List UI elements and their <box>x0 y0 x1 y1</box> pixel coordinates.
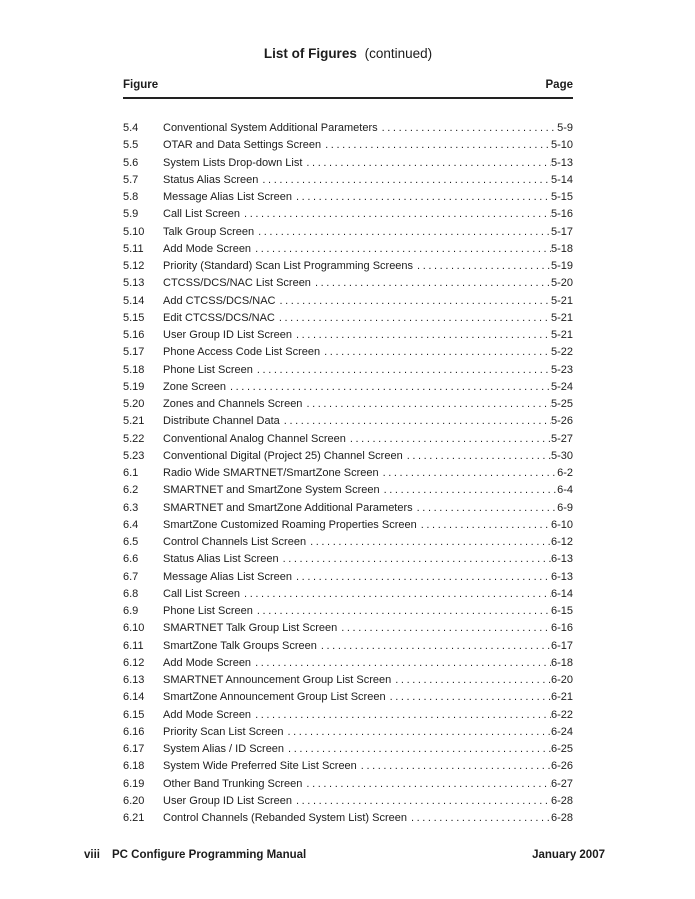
figure-number: 5.22 <box>123 432 145 445</box>
figure-number: 6.11 <box>123 639 144 652</box>
dot-leader <box>240 206 551 223</box>
figure-number: 5.19 <box>123 380 145 393</box>
figure-number: 6.6 <box>123 553 139 566</box>
dot-leader <box>279 551 551 568</box>
figure-title: SmartZone Customized Roaming Properties Screen <box>163 518 417 531</box>
page-title-continued: (continued) <box>364 46 433 61</box>
figure-number: 6.19 <box>123 777 145 790</box>
figure-page-number: 6-18 <box>550 656 573 669</box>
figure-page-number: 6-15 <box>550 605 573 617</box>
figure-title: SMARTNET Announcement Group List Screen <box>163 674 392 686</box>
dot-leader <box>321 137 551 154</box>
figure-entry-row <box>123 344 573 361</box>
figure-title: Call List Screen <box>163 208 241 221</box>
figure-title: System Wide Preferred Site List Screen <box>163 760 357 773</box>
figure-title: Add CTCSS/DCS/NAC <box>163 294 276 307</box>
figure-list <box>123 120 573 827</box>
figure-number: 6.1 <box>123 467 139 479</box>
figure-number: 6.8 <box>123 587 139 600</box>
dot-leader <box>407 810 551 827</box>
dot-leader <box>357 758 551 775</box>
dot-leader <box>378 120 557 137</box>
dot-leader <box>240 586 551 603</box>
dot-leader <box>292 569 551 586</box>
figure-page-number: 6-28 <box>550 794 573 807</box>
figure-entry-row <box>123 724 573 741</box>
figure-number: 6.2 <box>123 484 139 497</box>
figure-title: Radio Wide SMARTNET/SmartZone Screen <box>163 467 379 479</box>
figure-entry-row <box>123 810 573 827</box>
figure-page-number: 5-22 <box>550 346 573 359</box>
figure-number: 6.15 <box>123 708 145 721</box>
figure-page-number: 6-17 <box>550 639 573 652</box>
figure-page-number: 6-4 <box>557 484 573 497</box>
figure-number: 5.16 <box>123 329 145 341</box>
dot-leader <box>391 672 551 689</box>
dot-leader <box>254 224 551 241</box>
figure-entry-row <box>123 638 573 655</box>
figure-page-number: 5-26 <box>550 415 573 428</box>
figure-title: Add Mode Screen <box>163 708 252 721</box>
page-title-main: List of Figures <box>263 46 357 61</box>
figure-number: 5.17 <box>123 346 145 359</box>
figure-entry-row <box>123 241 573 258</box>
figure-page-number: 6-27 <box>550 777 573 790</box>
page-content <box>123 47 573 827</box>
figure-title: Status Alias List Screen <box>163 553 279 566</box>
dot-leader <box>302 396 551 413</box>
dot-leader <box>317 638 551 655</box>
figure-number: 6.17 <box>123 743 145 755</box>
dot-leader <box>292 793 551 810</box>
dot-leader <box>251 707 551 724</box>
figure-entry-row <box>123 155 573 172</box>
column-header-page: Page <box>545 79 573 91</box>
figure-title: User Group ID List Screen <box>163 329 292 341</box>
figure-number: 6.4 <box>123 518 139 531</box>
figure-page-number: 6-13 <box>550 570 573 583</box>
figure-title: Conventional Digital (Project 25) Channel Screen <box>163 449 403 462</box>
dot-leader <box>413 500 557 517</box>
dot-leader <box>337 620 551 637</box>
dot-leader <box>253 603 551 620</box>
column-header-row <box>123 79 573 99</box>
dot-leader <box>413 258 551 275</box>
figure-title: SmartZone Announcement Group List Screen <box>163 691 386 704</box>
figure-entry-row <box>123 672 573 689</box>
figure-entry-row <box>123 500 573 517</box>
figure-entry-row <box>123 431 573 448</box>
figure-page-number: 6-16 <box>550 622 573 635</box>
figure-page-number: 6-20 <box>550 674 573 686</box>
figure-title: System Lists Drop-down List <box>163 156 303 169</box>
figure-page-number: 5-21 <box>550 294 573 307</box>
figure-number: 5.21 <box>123 415 145 428</box>
figure-entry-row <box>123 707 573 724</box>
dot-leader <box>292 189 551 206</box>
figure-title: Conventional System Additional Parameters <box>163 122 378 134</box>
figure-entry-row <box>123 224 573 241</box>
figure-page-number: 6-14 <box>550 587 573 600</box>
dot-leader <box>302 776 551 793</box>
figure-title: Phone List Screen <box>163 363 253 376</box>
dot-leader <box>275 293 550 310</box>
figure-number: 6.13 <box>123 674 145 686</box>
figure-entry-row <box>123 362 573 379</box>
figure-page-number: 6-26 <box>550 760 573 773</box>
figure-entry-row <box>123 293 573 310</box>
figure-page-number: 6-10 <box>550 518 573 531</box>
figure-number: 6.7 <box>123 570 139 583</box>
figure-number: 6.21 <box>123 812 145 824</box>
figure-entry-row <box>123 569 573 586</box>
figure-number: 5.23 <box>123 449 145 462</box>
dot-leader <box>251 655 551 672</box>
figure-page-number: 6-25 <box>550 743 573 755</box>
figure-page-number: 5-21 <box>550 311 573 324</box>
figure-page-number: 5-17 <box>550 225 573 238</box>
figure-page-number: 5-10 <box>550 139 573 152</box>
figure-number: 6.18 <box>123 760 145 773</box>
figure-title: Message Alias List Screen <box>163 570 293 583</box>
figure-number: 5.18 <box>123 363 145 376</box>
figure-title: Phone List Screen <box>163 605 253 617</box>
dot-leader <box>283 724 551 741</box>
figure-title: Status Alias Screen <box>163 173 259 186</box>
footer-page-number: viii <box>84 849 100 861</box>
figure-number: 5.4 <box>123 122 139 134</box>
figure-number: 5.5 <box>123 139 139 152</box>
footer-left <box>84 849 306 862</box>
figure-entry-row <box>123 517 573 534</box>
figure-number: 5.13 <box>123 277 145 290</box>
dot-leader <box>346 431 551 448</box>
figure-number: 6.5 <box>123 536 139 548</box>
figure-entry-row <box>123 310 573 327</box>
dot-leader <box>417 517 551 534</box>
dot-leader <box>320 344 551 361</box>
dot-leader <box>403 448 551 465</box>
figure-entry-row <box>123 413 573 430</box>
figure-page-number: 6-24 <box>550 725 573 738</box>
figure-page-number: 5-19 <box>550 260 573 272</box>
figure-page-number: 6-13 <box>550 553 573 566</box>
page-title <box>123 47 573 61</box>
dot-leader <box>253 362 551 379</box>
figure-page-number: 6-28 <box>550 812 573 824</box>
figure-entry-row <box>123 551 573 568</box>
figure-number: 6.12 <box>123 656 145 669</box>
figure-entry-row <box>123 327 573 344</box>
figure-title: User Group ID List Screen <box>163 794 292 807</box>
figure-title: Priority Scan List Screen <box>163 725 284 738</box>
figure-page-number: 6-21 <box>550 691 573 704</box>
figure-page-number: 5-27 <box>550 432 573 445</box>
figure-page-number: 5-16 <box>550 208 573 221</box>
figure-page-number: 5-20 <box>550 277 573 290</box>
figure-title: CTCSS/DCS/NAC List Screen <box>163 277 311 290</box>
figure-entry-row <box>123 534 573 551</box>
figure-entry-row <box>123 758 573 775</box>
figure-page-number: 5-23 <box>550 363 573 376</box>
figure-page-number: 5-30 <box>550 449 573 462</box>
dot-leader <box>280 413 551 430</box>
figure-title: Add Mode Screen <box>163 242 252 255</box>
figure-entry-row <box>123 793 573 810</box>
figure-entry-row <box>123 206 573 223</box>
figure-title: Distribute Channel Data <box>163 415 280 428</box>
figure-page-number: 5-13 <box>550 156 573 169</box>
figure-title: Call List Screen <box>163 587 241 600</box>
figure-entry-row <box>123 120 573 137</box>
figure-entry-row <box>123 172 573 189</box>
figure-number: 6.14 <box>123 691 145 704</box>
figure-entry-row <box>123 603 573 620</box>
figure-title: Conventional Analog Channel Screen <box>163 432 346 445</box>
dot-leader <box>306 534 551 551</box>
dot-leader <box>311 275 551 292</box>
figure-number: 5.6 <box>123 156 139 169</box>
figure-title: SmartZone Talk Groups Screen <box>163 639 317 652</box>
dot-leader <box>251 241 551 258</box>
figure-title: Control Channels List Screen <box>163 536 307 548</box>
figure-entry-row <box>123 137 573 154</box>
figure-number: 6.20 <box>123 794 145 807</box>
dot-leader <box>284 741 551 758</box>
figure-title: Zones and Channels Screen <box>163 398 303 410</box>
footer-manual-name: PC Configure Programming Manual <box>111 849 307 861</box>
figure-page-number: 5-18 <box>550 242 573 255</box>
figure-entry-row <box>123 396 573 413</box>
figure-title: Talk Group Screen <box>163 225 255 238</box>
figure-page-number: 5-9 <box>557 122 573 134</box>
figure-title: Other Band Trunking Screen <box>163 777 303 790</box>
figure-number: 5.7 <box>123 173 139 186</box>
figure-entry-row <box>123 275 573 292</box>
figure-number: 5.11 <box>123 242 144 255</box>
figure-title: Message Alias List Screen <box>163 191 293 203</box>
figure-page-number: 6-12 <box>550 536 573 548</box>
figure-title: Control Channels (Rebanded System List) Screen <box>163 812 407 824</box>
figure-page-number: 6-22 <box>550 708 573 721</box>
figure-title: Zone Screen <box>163 380 226 393</box>
figure-page-number: 5-25 <box>550 398 573 410</box>
dot-leader <box>292 327 551 344</box>
figure-entry-row <box>123 465 573 482</box>
figure-entry-row <box>123 586 573 603</box>
figure-entry-row <box>123 379 573 396</box>
figure-number: 5.12 <box>123 260 145 272</box>
dot-leader <box>302 155 551 172</box>
figure-title: Priority (Standard) Scan List Programming Screens <box>163 260 414 272</box>
figure-page-number: 6-9 <box>557 501 573 514</box>
figure-number: 5.20 <box>123 398 145 410</box>
figure-entry-row <box>123 258 573 275</box>
dot-leader <box>226 379 551 396</box>
figure-number: 5.9 <box>123 208 139 221</box>
dot-leader <box>379 465 558 482</box>
figure-number: 6.16 <box>123 725 145 738</box>
figure-title: SMARTNET Talk Group List Screen <box>163 622 338 635</box>
figure-page-number: 5-21 <box>550 329 573 341</box>
figure-entry-row <box>123 741 573 758</box>
figure-entry-row <box>123 689 573 706</box>
figure-number: 6.10 <box>123 622 145 635</box>
figure-page-number: 5-15 <box>550 191 573 203</box>
figure-title: Phone Access Code List Screen <box>163 346 321 359</box>
figure-number: 5.15 <box>123 311 145 324</box>
figure-title: SMARTNET and SmartZone Additional Parameters <box>163 501 413 514</box>
figure-entry-row <box>123 189 573 206</box>
figure-number: 6.3 <box>123 501 139 514</box>
figure-title: OTAR and Data Settings Screen <box>163 139 322 152</box>
figure-number: 6.9 <box>123 605 139 617</box>
figure-title: SMARTNET and SmartZone System Screen <box>163 484 380 497</box>
dot-leader <box>275 310 551 327</box>
figure-page-number: 5-24 <box>550 380 573 393</box>
figure-number: 5.10 <box>123 225 145 238</box>
page-footer <box>84 849 605 862</box>
figure-entry-row <box>123 655 573 672</box>
figure-title: Edit CTCSS/DCS/NAC <box>163 311 275 324</box>
column-header-figure: Figure <box>123 79 159 91</box>
dot-leader <box>258 172 551 189</box>
figure-entry-row <box>123 776 573 793</box>
footer-date: January 2007 <box>532 849 605 861</box>
dot-leader <box>380 482 557 499</box>
figure-entry-row <box>123 620 573 637</box>
figure-number: 5.14 <box>123 294 145 307</box>
figure-entry-row <box>123 448 573 465</box>
figure-entry-row <box>123 482 573 499</box>
figure-page-number: 6-2 <box>557 467 573 479</box>
figure-page-number: 5-14 <box>550 173 573 186</box>
figure-title: Add Mode Screen <box>163 656 252 669</box>
figure-title: System Alias / ID Screen <box>163 743 285 755</box>
dot-leader <box>386 689 551 706</box>
figure-number: 5.8 <box>123 191 139 203</box>
